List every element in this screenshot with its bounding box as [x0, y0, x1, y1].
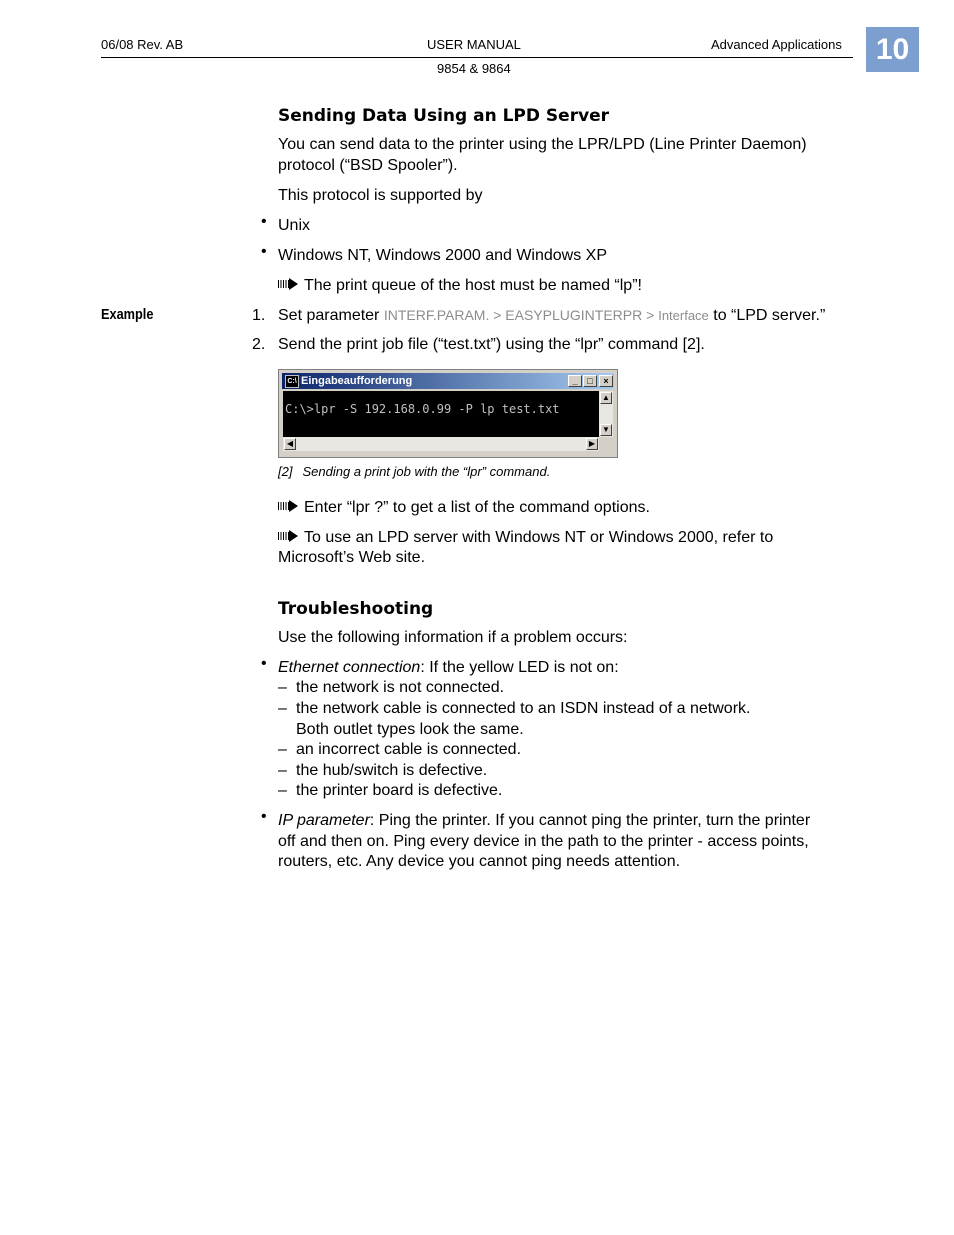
note-queue — [278, 275, 642, 296]
minimize-icon: _ — [568, 375, 582, 387]
ethernet-item: an incorrect cable is connected. — [296, 741, 522, 758]
ip-bullet — [278, 810, 810, 831]
step1-prefix: Set parameter — [278, 307, 384, 324]
note-microsoft-line2: Microsoft’s Web site. — [278, 549, 426, 566]
header-rule — [101, 57, 853, 58]
dash-icon: – — [278, 679, 287, 696]
figure-caption-ref: [2] — [278, 464, 293, 479]
ethernet-label: Ethernet connection — [278, 659, 421, 676]
bullet-dot-icon: • — [261, 655, 267, 672]
dash-icon: – — [278, 741, 287, 758]
step1-number: 1. — [252, 307, 266, 324]
bullet-dot-icon: • — [261, 243, 267, 260]
section-title-lpd: Sending Data Using an LPD Server — [278, 106, 610, 126]
step1-parameter-name: Interface — [658, 308, 709, 323]
ethernet-text: : If the yellow LED is not on: — [420, 659, 619, 676]
scroll-up-icon: ▲ — [600, 392, 612, 404]
ip-line3: routers, etc. Any device you cannot ping needs attention. — [278, 853, 681, 870]
example-label: Example — [101, 306, 154, 323]
console-output — [283, 391, 599, 437]
figure-caption — [278, 464, 550, 479]
step2-number: 2. — [252, 336, 266, 353]
note-microsoft-line1: To use an LPD server with Windows NT or Windows 2000, refer to — [304, 529, 774, 546]
step1-suffix: to “LPD server.” — [708, 307, 826, 324]
ethernet-item: the printer board is defective. — [296, 782, 503, 799]
lpd-supported-by: This protocol is supported by — [278, 187, 483, 204]
header-date-rev: 06/08 Rev. AB — [101, 37, 184, 52]
ethernet-item: the network cable is connected to an ISDN instead of a network. — [296, 700, 751, 717]
console-title-bar — [282, 373, 614, 389]
ip-line1: : Ping the printer. If you cannot ping the printer, turn the printer — [369, 812, 811, 829]
console-command-line: C:\>lpr -S 192.168.0.99 -P lp test.txt — [285, 402, 560, 416]
header-section: Advanced Applications — [711, 37, 842, 52]
section-title-troubleshooting: Troubleshooting — [278, 599, 434, 619]
lpd-bullet-unix: Unix — [278, 217, 311, 234]
step2-text: Send the print job file (“test.txt”) using the “lpr” command [2]. — [278, 336, 705, 353]
note-microsoft — [278, 527, 773, 548]
note-arrow-icon — [278, 500, 300, 512]
ethernet-item: the hub/switch is defective. — [296, 762, 488, 779]
note-options-text: Enter “lpr ?” to get a list of the command options. — [304, 499, 650, 516]
note-options — [278, 497, 650, 518]
scroll-right-icon: ▶ — [586, 438, 598, 450]
ip-label: IP parameter — [278, 812, 370, 829]
note-queue-text: The print queue of the host must be named “lp”! — [304, 277, 642, 294]
console-vertical-scrollbar — [599, 391, 613, 437]
lpd-intro-line2: protocol (“BSD Spooler”). — [278, 157, 458, 174]
console-horizontal-scrollbar — [283, 437, 599, 451]
note-arrow-icon — [278, 530, 300, 542]
header-models: 9854 & 9864 — [437, 61, 511, 76]
chapter-number-badge: 10 — [866, 27, 919, 72]
console-window-screenshot — [278, 369, 618, 458]
console-app-icon: C:\ — [285, 375, 299, 388]
bullet-dot-icon: • — [261, 808, 267, 825]
close-icon: × — [599, 375, 613, 387]
lpd-bullet-windows: Windows NT, Windows 2000 and Windows XP — [278, 247, 608, 264]
figure-caption-text: Sending a print job with the “lpr” command. — [302, 464, 551, 479]
ip-line2: off and then on. Ping every device in the path to the printer - access points, — [278, 833, 809, 850]
step1 — [278, 305, 825, 326]
dash-icon: – — [278, 700, 287, 717]
maximize-icon: □ — [583, 375, 597, 387]
scroll-down-icon: ▼ — [600, 424, 612, 436]
ethernet-bullet — [278, 657, 619, 678]
header-title: USER MANUAL — [427, 37, 521, 52]
console-title-text: Eingabeaufforderung — [301, 375, 413, 387]
bullet-dot-icon: • — [261, 213, 267, 230]
troubleshooting-intro: Use the following information if a problem occurs: — [278, 629, 628, 646]
note-arrow-icon — [278, 278, 300, 290]
ethernet-item: the network is not connected. — [296, 679, 505, 696]
ethernet-item-continuation: Both outlet types look the same. — [296, 721, 524, 738]
dash-icon: – — [278, 762, 287, 779]
step1-parameter-path: INTERF.PARAM. > EASYPLUGINTERPR > — [383, 307, 659, 323]
scroll-left-icon: ◀ — [284, 438, 296, 450]
dash-icon: – — [278, 782, 287, 799]
lpd-intro-line1: You can send data to the printer using the LPR/LPD (Line Printer Daemon) — [278, 136, 807, 153]
